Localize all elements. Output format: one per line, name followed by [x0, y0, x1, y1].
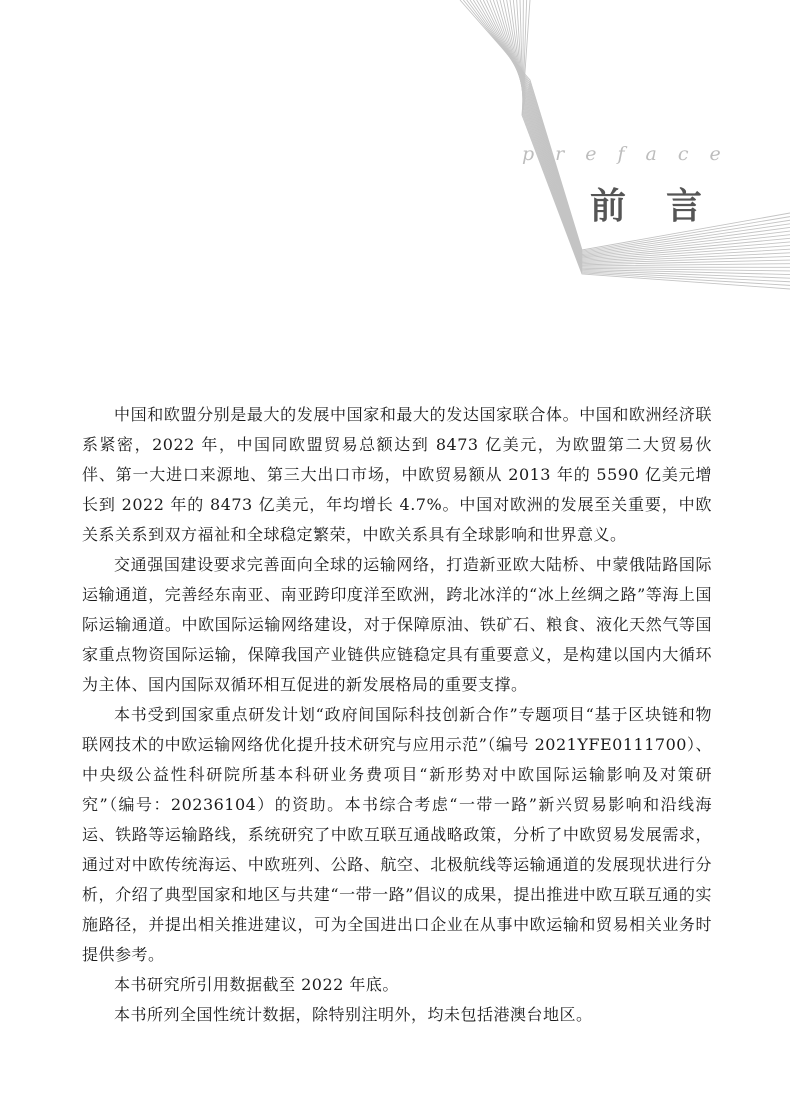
decor-line	[517, 0, 790, 275]
decor-line	[520, 0, 790, 278]
paragraph: 本书受到国家重点研发计划“政府间国际科技创新合作”专题项目“基于区块链和物联网技术的中欧运输网络优化提升技术研究与应用示范”（编号 2021YFE0111700）、中央级公益性科研院所基本科研业务费项目“新形势对中欧国际运输影响及对策研究”（编号：20236104）的资助。本书综合考虑“一带一路”新兴贸易影响和沿线海运、铁路等运输路线，系统研究了中欧互联互通战略政策，分析了中欧贸易发展需求，通过对中欧传统海运、中欧班列、公路、航空、北极航线等运输通道的发展现状进行分析，介绍了典型国家和地区与共建“一带一路”倡议的成果，提出推进中欧互联互通的实施路径，并提出相关推进建议，可为全国进出口企业在从事中欧运输和贸易相关业务时提供参考。	[82, 705, 712, 964]
body-text	[82, 400, 712, 1030]
paragraph: 本书研究所引用数据截至 2022 年底。	[114, 975, 399, 994]
decor-line	[513, 0, 790, 271]
paragraph: 本书所列全国性统计数据，除特别注明外，均未包括港澳台地区。	[114, 1005, 593, 1024]
paragraph: 交通强国建设要求完善面向全球的运输网络，打造新亚欧大陆桥、中蒙俄陆路国际运输通道，完善经东南亚、南亚跨印度洋至欧洲，跨北冰洋的“冰上丝绸之路”等海上国际运输通道。中欧国际运输网络建设，对于保障原油、铁矿石、粮食、液化天然气等国家重点物资国际运输，保障我国产业链供应链稳定具有重要意义，是构建以国内大循环为主体、国内国际双循环相互促进的新发展格局的重要支撑。	[82, 555, 712, 694]
preface-decor-word: preface	[522, 143, 742, 165]
page-title: 前言	[590, 186, 743, 227]
paragraph: 中国和欧盟分别是最大的发展中国家和最大的发达国家联合体。中国和欧洲经济联系紧密，2022 年，中国同欧盟贸易总额达到 8473 亿美元，为欧盟第二大贸易伙伴、第一大进口来源地、第三大出口市场，中欧贸易额从 2013 年的 5590 亿美元增长到 2022 年的 8473 亿美元，年均增长 4.7%。中国对欧洲的发展至关重要，中欧关系关系到双方福祉和全球稳定繁荣，中欧关系具有全球影响和世界意义。	[82, 405, 712, 544]
decor-line	[523, 0, 790, 282]
decorative-line-pattern	[0, 0, 790, 330]
